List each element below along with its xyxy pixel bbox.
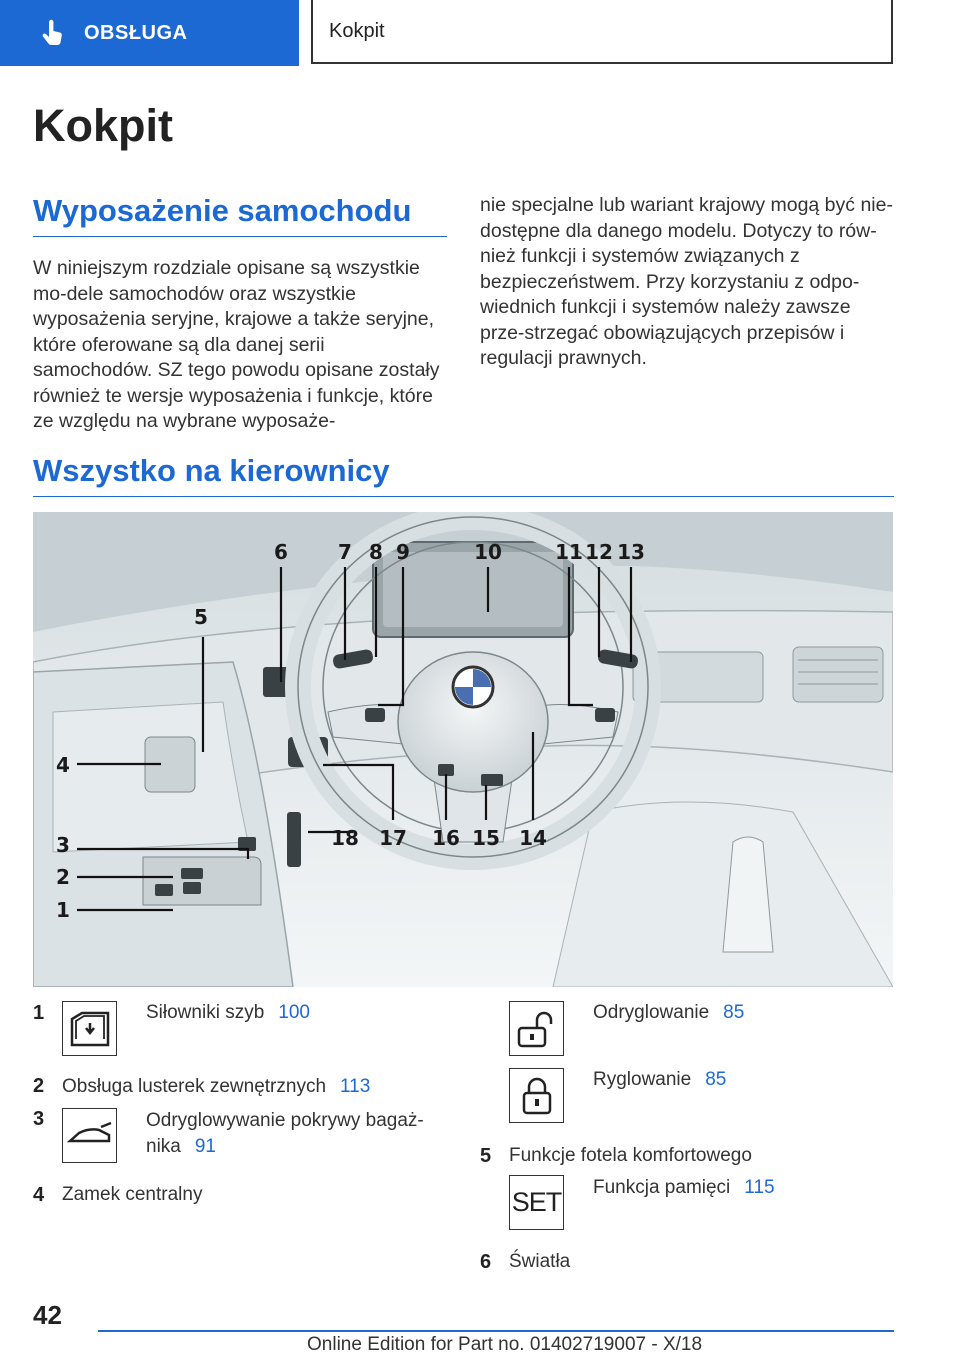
legend-num-5: 5 [480, 1145, 492, 1167]
callout-10: 10 [474, 540, 502, 564]
callout-12: 12 [585, 540, 613, 564]
footer-edition: Online Edition for Part no. 01402719007 - X/18 [307, 1334, 703, 1355]
legend-num-1: 1 [33, 1002, 45, 1024]
legend-item-trunk: Odryglowywanie pokrywy bagaż- nika 91 [146, 1110, 424, 1157]
set-icon-text: SET [511, 1187, 562, 1217]
callout-13: 13 [617, 540, 645, 564]
legend-item-mirrors: Obsługa lusterek zewnętrznych 113 [62, 1076, 371, 1097]
callout-8: 8 [369, 540, 383, 564]
section-heading-steering-wheel: Wszystko na kierownicy [33, 453, 894, 497]
legend-num-4: 4 [33, 1184, 45, 1206]
hand-pointer-icon [38, 18, 68, 48]
legend-num-2: 2 [33, 1075, 45, 1097]
callout-18: 18 [331, 826, 359, 850]
callout-11: 11 [555, 540, 583, 564]
section-tab-label: OBSŁUGA [84, 21, 188, 44]
legend-item-window-lift: Siłowniki szyb 100 [146, 1002, 310, 1023]
legend-item-comfort-seat: Funkcje fotela komfortowego [509, 1145, 752, 1166]
callout-16: 16 [432, 826, 460, 850]
callout-1: 1 [56, 898, 70, 922]
trunk-icon [62, 1108, 117, 1163]
section-tab-obsluga[interactable] [0, 0, 299, 66]
legend-item-central-locking: Zamek centralny [62, 1184, 203, 1205]
page-ref-100[interactable]: 100 [278, 1002, 310, 1023]
cockpit-drawing [33, 512, 893, 987]
callout-5: 5 [194, 605, 208, 629]
page-ref-91[interactable]: 91 [194, 1136, 216, 1157]
page-number: 42 [33, 1300, 62, 1330]
legend-item-lock: Ryglowanie 85 [593, 1069, 727, 1090]
page-ref-113[interactable]: 113 [340, 1076, 371, 1097]
page-title: Kokpit [33, 100, 173, 151]
chapter-tab-label: Kokpit [329, 19, 385, 42]
paragraph-column-1: W niniejszym rozdziale opisane są wszystkie mo-dele samochodów oraz wszystkie wyposażenia seryjne, krajowe a także seryjne, które oferowane są dla danej serii samochodów. SZ tego powodu opisane zostały również te wersje wyposażenia i funkcje, które ze względu na wybrane wyposaże- [33, 257, 440, 432]
legend-item-memory: Funkcja pamięci 115 [593, 1177, 775, 1198]
callout-2: 2 [56, 865, 70, 889]
legend-num-6: 6 [480, 1251, 492, 1273]
lock-icon [509, 1068, 564, 1123]
callout-4: 4 [56, 753, 70, 777]
legend-item-unlock: Odryglowanie 85 [593, 1002, 745, 1023]
callout-3: 3 [56, 833, 70, 857]
chapter-tab-kokpit[interactable] [311, 0, 893, 64]
page-ref-115[interactable]: 115 [744, 1177, 775, 1198]
unlock-icon [509, 1001, 564, 1056]
legend-item-lights: Światła [509, 1251, 571, 1272]
callout-9: 9 [396, 540, 410, 564]
window-lift-icon [62, 1001, 117, 1056]
paragraph-column-2: nie specjalne lub wariant krajowy mogą być nie-dostępne dla danego modelu. Dotyczy to rów-nież funkcji i systemów związanych z bezpieczeństwem. Przy korzystaniu z odpo-wiednich funkcji i systemów należy zawsze prze-strzegać obowiązujących przepisów i regulacji prawnych. [480, 194, 893, 369]
page-ref-85-unlock[interactable]: 85 [723, 1002, 745, 1023]
callout-14: 14 [519, 826, 547, 850]
footer-divider [98, 1330, 894, 1332]
callout-6: 6 [274, 540, 288, 564]
callout-7: 7 [338, 540, 352, 564]
cockpit-illustration [33, 512, 893, 987]
legend-num-3: 3 [33, 1108, 45, 1130]
callout-17: 17 [379, 826, 407, 850]
section-heading-equipment: Wyposażenie samochodu [33, 193, 447, 237]
callout-15: 15 [472, 826, 500, 850]
page-ref-85-lock[interactable]: 85 [705, 1069, 727, 1090]
set-memory-icon [509, 1175, 564, 1230]
